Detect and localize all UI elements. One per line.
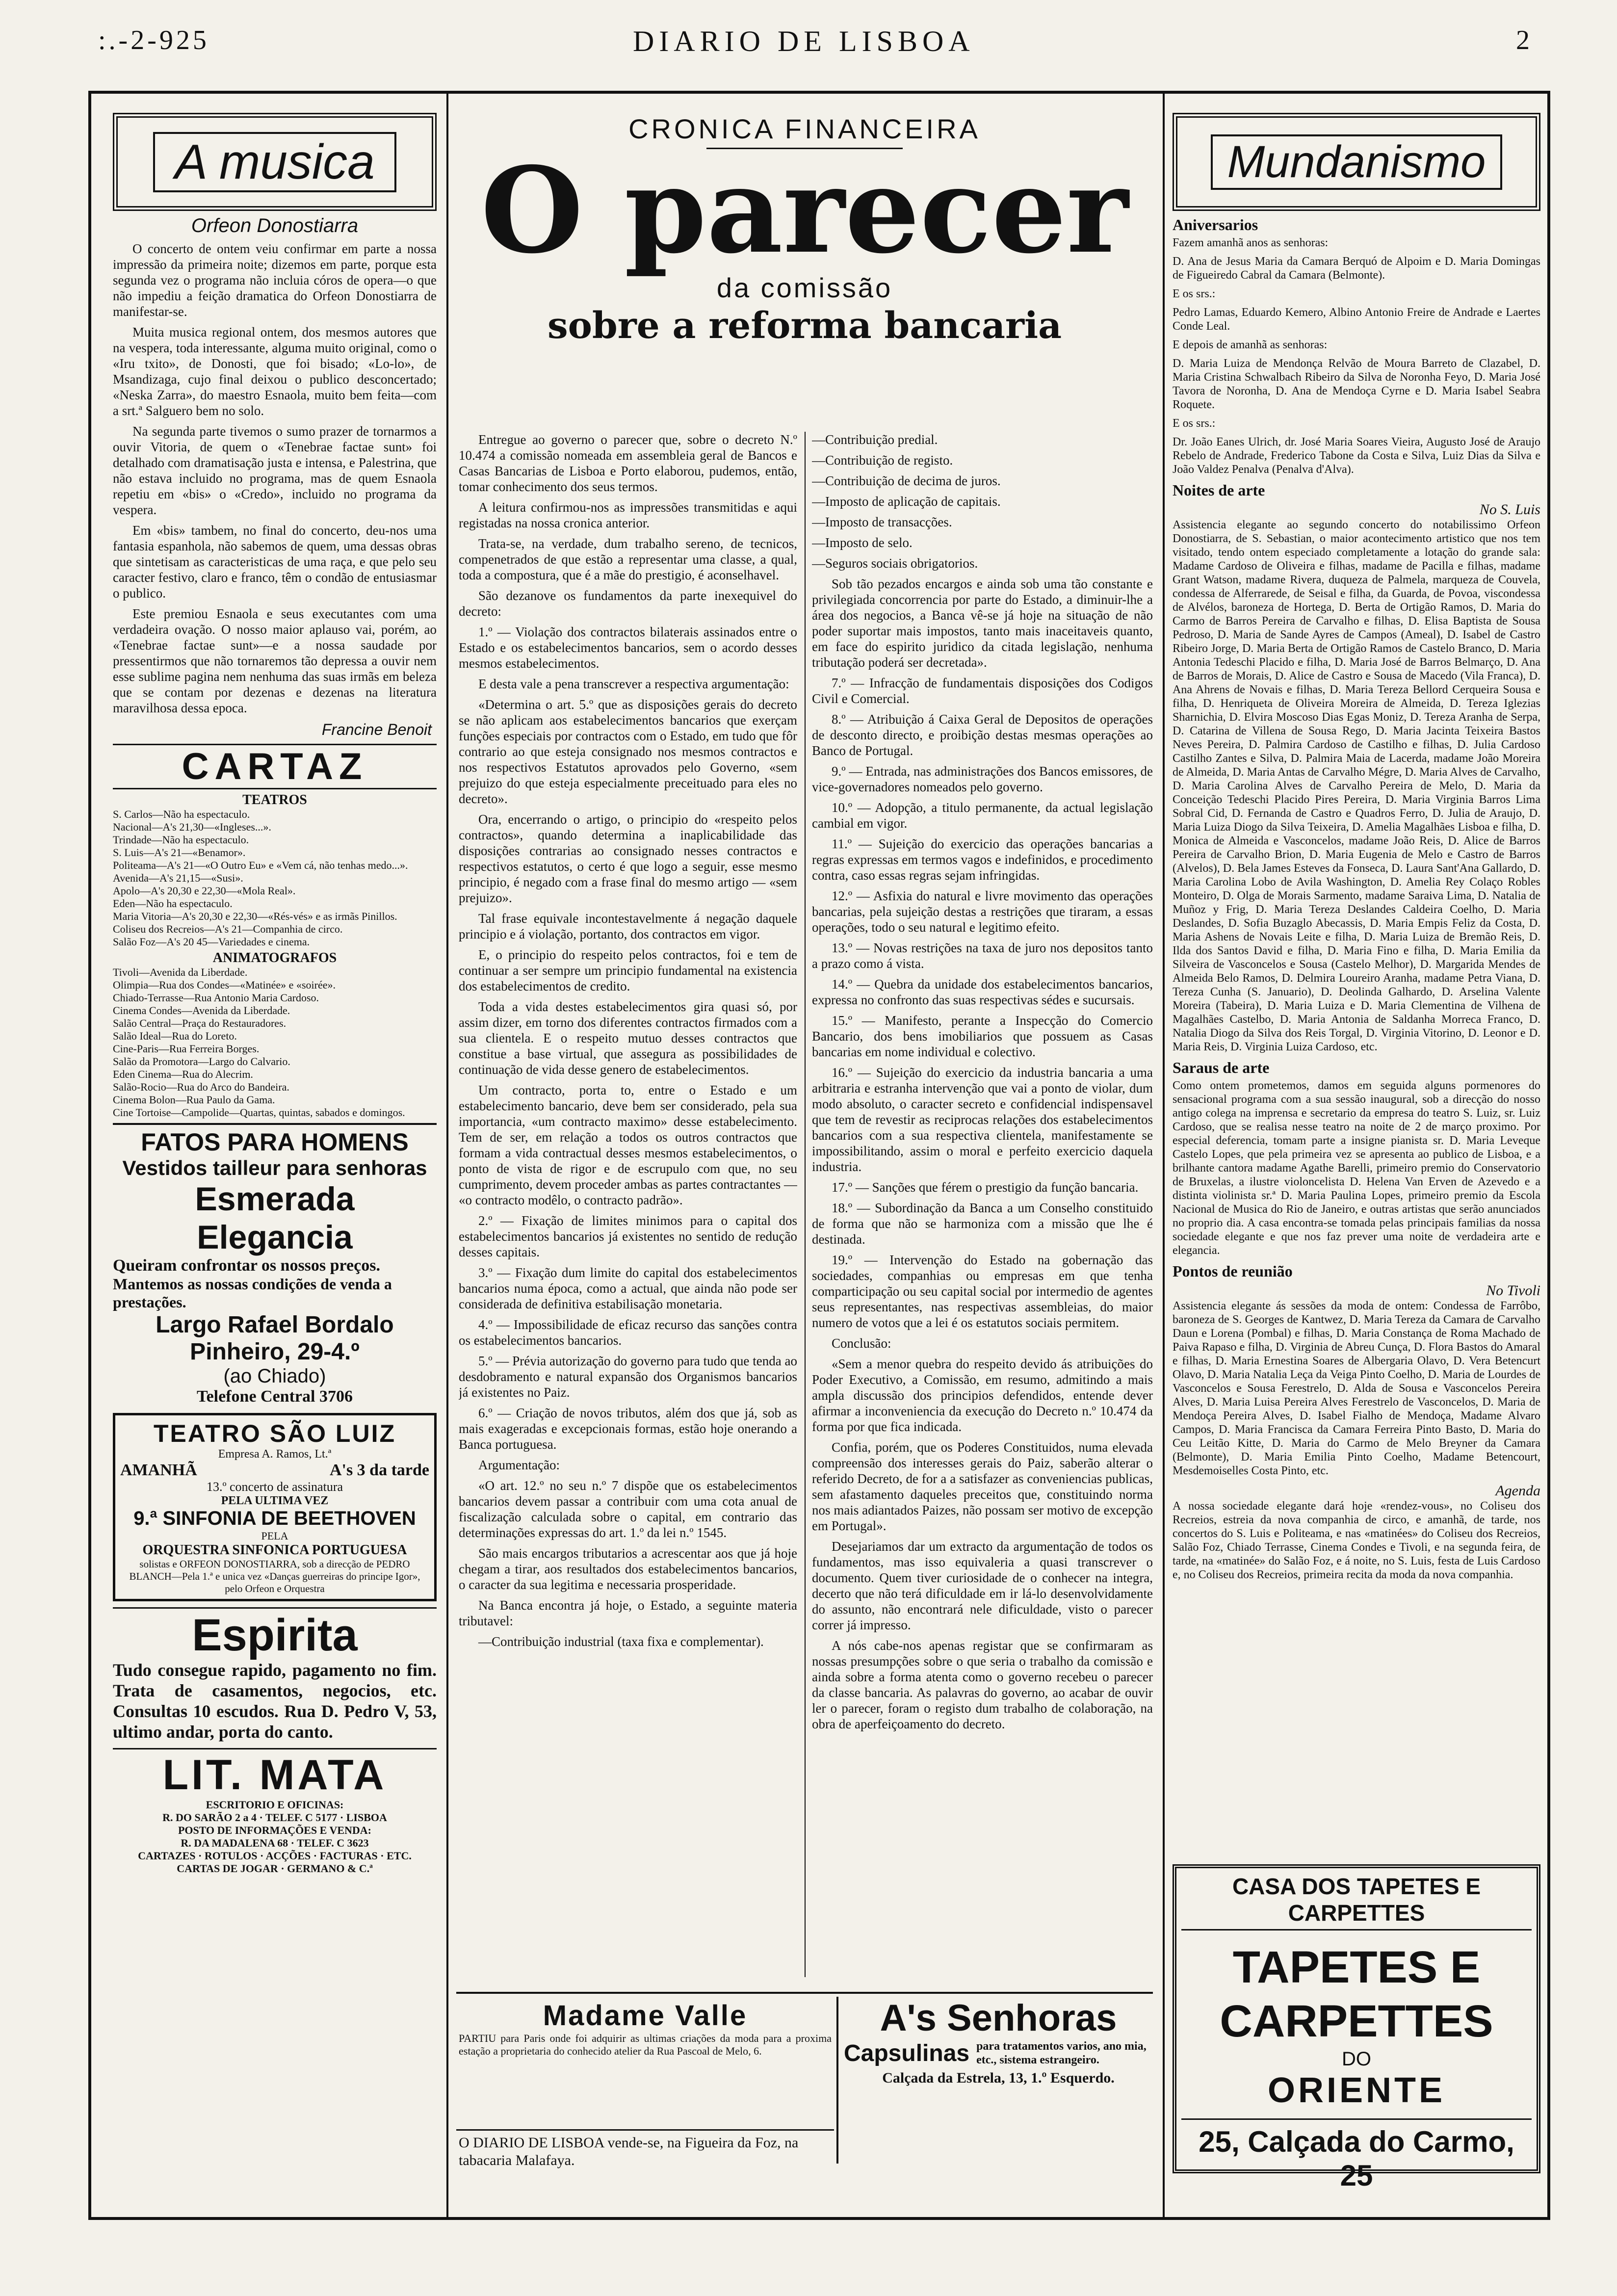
cronica-paragraph: —Contribuição de registo. [812, 453, 953, 468]
ad-madame-title: Madame Valle [543, 2000, 748, 2032]
cronica-subhead: da comissão [716, 272, 893, 303]
cronica-paragraph: 3.º — Fixação dum limite do capital dos estabelecimentos bancarios numa época, como a actual, que ainda não pode ser considerada de definitiva estabilisação monetaria. [459, 1265, 797, 1311]
list-item: Coliseu dos Recreios—A's 21—Companhia de circo. [113, 923, 343, 935]
cronica-paragraph: Confia, porém, que os Poderes Constituidos, numa elevada compreensão dos interesses gerais do Paiz, saberão alterar o referido Decreto, de for a a satisfazer as conveniencias publicas, sem afastamento daqueles preceitos que, constituindo norma nos mais adiantados Paizes, não possam ser motivo de excepção em Portugal». [812, 1440, 1153, 1533]
cronica-paragraph: «Sem a menor quebra do respeito devido ás atribuições do Poder Executivo, a Comissão, em resumo, admitindo a mais ampla discussão dos principios defendidos, entende dever afirmar a inconveniencia da execução do Decreto n.º 10.474 da forma por que fica indicada. [812, 1357, 1153, 1434]
ad-senhoras-title: A's Senhoras [880, 1997, 1117, 2039]
issue-date: :.-2-925 [98, 25, 209, 55]
musica-paragraph: Na segunda parte tivemos o sumo prazer de tornarmos a ouvir Vitoria, de quem o «Tenebrae factae sunt» foi detalhado com dramatisação justa e intensa, e Palestrina, que não estava incluido no programa, mas de quem Esnaola repetiu em «bis» o «Credo», incluido no programa da vespera. [113, 424, 437, 517]
musica-signature: Francine Benoit [321, 721, 432, 738]
cronica-paragraph: 2.º — Fixação de limites minimos para o capital dos estabelecimentos bancarios já existentes no sentido de redução desses capitais. [459, 1213, 797, 1259]
ad-litmata-title: LIT. MATA [162, 1751, 387, 1799]
cronica-paragraph: Argumentação: [478, 1458, 560, 1472]
ad-fatos-line: Mantemos as nossas condições de venda a prestações. [113, 1275, 392, 1311]
list-item: Trindade—Não ha espectaculo. [113, 834, 249, 846]
cronica-paragraph: 16.º — Sujeição do exercicio da industria bancaria a uma arbitraria e estranha intervenção que vai a ponto de violar, dum modo absoluto, o caracter secreto e confidencial indispensavel que tem de revestir as reciprocas relações dos estabelecimentos bancarios com a sua respectiva clientela, manifestamente se impossibilitando, assim o moral e perfeito exercicio daquela industria. [812, 1065, 1153, 1174]
ad-senhoras-brand: Capsulinas [844, 2040, 970, 2066]
cronica-paragraph: Conclusão: [832, 1336, 891, 1351]
aniversarios-line: D. Maria Luiza de Mendonça Relvão de Moura Barreto de Clazabel, D. Maria Cristina Schwalbach Ribeiro da Silva de Noronha Feyo, D. Maria José Tavora de Noronha, D. Ana de Mendoça Cyrne e D. Maria Isabel Seabra Roquete. [1173, 357, 1540, 411]
aniversarios-line: E depois de amanhã as senhoras: [1173, 339, 1328, 351]
ad-litmata-line: R. DO SARÃO 2 a 4 · TELEF. C 5177 · LISBOA [162, 1811, 387, 1824]
agenda-text: A nossa sociedade elegante dará hoje «rendez-vous», no Coliseu dos Recreios, estreia da nova companhia de circo, e amanhã, de tarde, nos concertos do S. Luis e Politeama, e nas «matinées» do Coliseu dos Recreios, Salão Foz, Chiado Terrasse, Cinema Condes e Tivoli, e na segunda feira, de tarde, na «matinée» do Salão Foz, e á noite, no S. Luis, festa de Luis Cardoso e, no Coliseu dos Recreios, primeira recita da moda da nova companhia. [1173, 1500, 1540, 1581]
cronica-text [812, 432, 1153, 1732]
aniversarios-line: E os srs.: [1173, 287, 1216, 300]
ad-litmata-line: ESCRITORIO E OFICINAS: [206, 1799, 344, 1811]
ad-litmata-line: R. DA MADALENA 68 · TELEF. C 3623 [181, 1837, 369, 1849]
page-number: 2 [1516, 25, 1533, 55]
cronica-column-1 [459, 432, 797, 1982]
cronica-paragraph: Entregue ao governo o parecer que, sobre o decreto N.º 10.474 a comissão nomeada em assembleia geral de Bancos e Casas Bancarias de Lisboa e Porto elaborou, pudemos, então, tomar conhecimento dos seus termos. [459, 432, 797, 494]
ad-fatos [113, 1123, 437, 1406]
cronica-paragraph: Ora, encerrando o artigo, o principio do «respeito pelos contractos», quando determina a inaplicabilidade das disposições contrarias ao consignado nesses contractos e respectivos estatutos, o certo é que logo a seguir, esse mesmo principio, é negado com a frase final do mesmo artigo — «sem prejuizo». [459, 812, 797, 905]
cronica-paragraph: 14.º — Quebra da unidade dos estabelecimentos bancarios, expressa no confronto das suas respectivas sédes e sucursais. [812, 977, 1153, 1007]
ad-espirita-title: Espirita [192, 1610, 358, 1660]
cronica-deck: sobre a reforma bancaria [547, 305, 1062, 347]
cronica-paragraph: 9.º — Entrada, nas administrações dos Bancos emissores, de vice-governadores nomeados pelo governo. [812, 764, 1153, 794]
cronica-paragraph: Na Banca encontra já hoje, o Estado, a seguinte materia tributavel: [459, 1598, 797, 1628]
ad-fatos-line: Telefone Central 3706 [197, 1387, 353, 1406]
ad-litmata-line: CARTAS DE JOGAR · GERMANO & C.ª [177, 1862, 373, 1875]
aniversarios-text [1173, 236, 1540, 476]
cronica-paragraph: Trata-se, na verdade, dum trabalho sereno, de tecnicos, compenetrados de que estão a representar uma classe, a qual, toda a compostura, que é a mãe do prestigio, é aconselhavel. [459, 536, 797, 582]
animatografos-heading: ANIMATOGRAFOS [212, 950, 337, 965]
cronica-paragraph: A leitura confirmou-nos as impressões transmitidas e aqui registadas na nossa cronica anterior. [459, 500, 797, 530]
cronica-paragraph: —Imposto de selo. [812, 535, 913, 550]
column-rule [805, 432, 806, 1977]
ad-teatro-amanha: AMANHÃ [120, 1461, 197, 1479]
cronica-column-2 [812, 432, 1153, 1982]
musica-paragraph: Muita musica regional ontem, dos mesmos autores que na vespera, toda interessante, alguma muito original, como o «Iru txito», de Donosti, que foi bisado; «Lo-lo», de Msandizaga, cujo final deixou o publico desconcertado; «Neska Zarra», do maestro Esnaola, muito bem feita—com a srt.ª Salguero bem no solo. [113, 325, 437, 418]
cronica-paragraph: —Imposto de transacções. [812, 515, 952, 529]
list-item: Chiado-Terrasse—Rua Antonio Maria Cardoso. [113, 991, 319, 1004]
ad-teatro-pela: PELA [261, 1530, 288, 1542]
musica-title: A musica [153, 132, 396, 192]
saraus-text: Como ontem prometemos, damos em seguida alguns pormenores do sensacional programa com a sua sessão inaugural, sob a direcção do nosso antigo colega na imprensa e secretario da empresa do teatro S. Luiz, sr. Luiz Cardoso, que se realisa nesse teatro na noite de 2 de março proximo. Por especial deferencia, tomam parte a insigne pianista sr. D. Maria Leveque Castelo Lopes, que pela primeira vez se apresenta ao publico de Lisboa, e a brilhante cantora madame Agathe Barelli, primeiro premio do Conservatorio de Bruxelas, a ilustre violoncelista D. Helena Van Erven de Azevedo e a distinta violinista sr.ª D. Maria Paulina Lopes, primeiro premio da Escola Nacional de Musica do Rio de Janeiro, e outras artistas que serão anunciados no proprio dia. A casa encontra-se tomada pelas principais familias da nossa sociedade elegante e que nos faz prever uma noite de verdadeira arte e elegancia. [1173, 1079, 1540, 1257]
list-item: Cine-Paris—Rua Ferreira Borges. [113, 1043, 260, 1055]
list-item: Salão Central—Praça do Restauradores. [113, 1017, 287, 1029]
noites-place: No S. Luis [1479, 501, 1540, 518]
list-item: Maria Vitoria—A's 20,30 e 22,30—«Rés-vés» e as irmãs Pinillos. [113, 910, 397, 922]
ad-teatro-hora: A's 3 da tarde [329, 1461, 429, 1479]
column-rule [1163, 93, 1165, 2218]
right-column [1173, 113, 1540, 1854]
cronica-paragraph: 5.º — Prévia autorização do governo para tudo que tenda ao desdobramento e natural expansão dos Organismos bancarios já existentes no Paiz. [459, 1354, 797, 1400]
ad-tapetes-line: TAPETES E CARPETTES [1220, 1942, 1493, 2046]
list-item: Eden—Não ha espectaculo. [113, 897, 233, 910]
cronica-paragraph: São mais encargos tributarios a acrescentar aos que já hoje chegam a tirar, aos resultados dos estabelecimentos bancarios, o caracter da sua legitima e necessaria prosperidade. [459, 1546, 797, 1592]
list-item: Salão-Rocio—Rua do Arco do Bandeira. [113, 1081, 289, 1093]
pontos-place: No Tivoli [1486, 1282, 1540, 1299]
notice-rule [456, 2129, 834, 2131]
ad-litmata-line: CARTAZES · ROTULOS · ACÇÕES · FACTURAS · ETC. [138, 1850, 412, 1862]
ad-tapetes-line: DO [1342, 2048, 1371, 2070]
ad-fatos-line: (ao Chiado) [223, 1365, 326, 1387]
ad-divider [836, 1997, 838, 2164]
mundanismo-title: Mundanismo [1211, 134, 1503, 190]
list-item: Salão Foz—A's 20 45—Variedades e cinema. [113, 936, 310, 948]
aniversarios-heading: Aniversarios [1173, 216, 1258, 234]
cronica-paragraph: 8.º — Atribuição á Caixa Geral de Depositos de operações de desconto directo, e proibição destas mesmas operações ao Banco de Portugal. [812, 712, 1153, 758]
ad-teatro-solistas: solistas e ORFEON DONOSTIARRA, sob a direcção de PEDRO BLANCH—Pela 1.ª e unica vez «Danças guerreiras do principe Igor», pelo Orfeon e Orquestra [129, 1558, 420, 1594]
musica-subtitle: Orfeon Donostiarra [191, 215, 359, 236]
cronica-paragraph: Sob tão pezados encargos e ainda sob uma tão constante e privilegiada concorrencia por parte do Estado, a diminuir-lhe a área dos negocios, a Banca vê-se já hoje na situação de não poder suportar mais impostos, tanto mais inaceitaveis quanto, em face do espirito juridico da citada legislação, nenhuma tributação poderá ser decretada». [812, 576, 1153, 670]
cronica-paragraph: 17.º — Sanções que férem o prestigio da função bancaria. [832, 1180, 1139, 1195]
cronica-paragraph: São dezanove os fundamentos da parte inexequivel do decreto: [459, 588, 797, 619]
cronica-paragraph: A nós cabe-nos apenas registar que se confirmaram as nossas presumpções sobre o que seria o trabalho da comissão e ainda sobre a forma atenta como o governo recebeu o parecer da classe bancaria. As palavras do governo, ao acabar de ouvir ler o parecer, foram o registo dum trabalho de colaboração, na obra de aperfeiçoamento do decreto. [812, 1638, 1153, 1731]
mundanismo-title-box [1173, 113, 1540, 211]
list-item: Salão Ideal—Rua do Loreto. [113, 1030, 237, 1042]
ad-teatro-concerto: 13.º concerto de assinatura [206, 1480, 343, 1494]
cronica-kicker: CRONICA FINANCEIRA [628, 113, 981, 144]
pontos-text: Assistencia elegante ás sessões da moda de ontem: Condessa de Farrôbo, baroneza de S. Georges de Kantwez, D. Maria Tereza da Camara de Carvalho Daun e Lorena (Pombal) e filhas, D. Maria Constança de Roma Machado de Paiva Rapaso e filha, D. Virginia de Abreu Cunça, D. Flora Bastos do Amaral e filhas, D. Maria Ernestina Soares de Albergaria Olavo, D. Vera Betencurt Olavo, D. Maria Natalia Leça da Veiga Pinto Coelho, D. Maria de Lourdes de Vasconcelos e Sousa Ferestrelo, D. Alda de Sousa e Vasconcelos Pereira Alves, D. Maria Luisa Pereira Alves Ferestrelo de Vasconcelos, D. Maria de Mendoça Pereira Alves, D. Isabel Fialho de Mendoça, Madame Alvaro Campos, D. Maria Francisca da Camara Ferreira Pinto Basto, D. Maria do Ceu Leitão Kitte, D. Maria do Carmo de Melo Breyner da Camara (Belmonte), D. Maria Emilia Pinto Coelho, Madame Betencourt, Mesdemoiselles Costa Pinto, etc. [1173, 1300, 1540, 1477]
musica-paragraph: Em «bis» tambem, no final do concerto, deu-nos uma fantasia espanhola, não sabemos de quem, uma dessas obras que sintetisam as caracteristicas de uma raça, e que pelo seu caracter festivo, claro e franco, têm o condão de entusiasmar o publico. [113, 523, 437, 600]
ad-fatos-line: Queiram confrontar os nossos preços. [113, 1256, 380, 1275]
musica-paragraph: O concerto de ontem veiu confirmar em parte a nossa impressão da primeira noite; dizemos em parte, porque esta segunda vez o programa não incluia córos de opera—o que não impediu a feição dramatica do Orfeon Donostiarra de manifestar-se. [113, 241, 437, 319]
cartaz-title: CARTAZ [113, 744, 437, 789]
cronica-paragraph: —Contribuição predial. [812, 432, 938, 447]
cronica-headline-block [456, 113, 1153, 427]
aniversarios-line: E os srs.: [1173, 417, 1216, 430]
list-item: Eden Cinema—Rua do Alecrim. [113, 1068, 253, 1080]
cronica-paragraph: «O art. 12.º no seu n.º 7 dispõe que os estabelecimentos bancarios devem passar a contribuir com uma cota anual de fiscalização calculada sobre o capital, em contrario das determinações expressas do art. 1.º da lei n.º 1545. [459, 1478, 797, 1540]
teatros-heading: TEATROS [242, 792, 307, 808]
ad-litmata [113, 1748, 437, 1875]
ad-teatro-title: TEATRO SÃO LUIZ [153, 1420, 396, 1447]
list-item: Avenida—A's 21,15—«Susi». [113, 872, 243, 884]
ad-teatro [113, 1413, 437, 1601]
musica-title-box [113, 113, 437, 211]
ad-teatro-orquestra: ORQUESTRA SINFONICA PORTUGUESA [142, 1542, 407, 1558]
aniversarios-line: Fazem amanhã anos as senhoras: [1173, 236, 1329, 249]
agenda-heading: Agenda [1495, 1483, 1540, 1499]
ad-teatro-sinfonia: 9.ª SINFONIA DE BEETHOVEN [133, 1508, 416, 1529]
list-item: Politeama—A's 21—«O Outro Eu» e «Vem cá, não tenhas medo...». [113, 859, 408, 871]
cronica-paragraph: Desejariamos dar um extracto da argumentação de todos os fundamentos, mas isso equivaleria a quasi transcrever o documento. Quem tiver curiosidade de o conhecer na integra, decerto que não terá dificuldade em ir lá-lo desenvolvidamente do assunto, não encontrará nele dificuldade, visto o parecer correr já impresso. [812, 1539, 1153, 1632]
cronica-paragraph: 4.º — Impossibilidade de eficaz recurso das sanções contra os estabelecimentos bancarios. [459, 1317, 797, 1348]
pontos-text-block [1173, 1299, 1540, 1478]
list-item: Cinema Bolon—Rua Paulo da Gama. [113, 1094, 275, 1106]
noites-heading: Noites de arte [1173, 481, 1265, 499]
ad-fatos-line: FATOS PARA HOMENS [141, 1128, 409, 1156]
cronica-paragraph: E, o principio do respeito pelos contractos, foi e tem de continuar a ser sempre um principio fundamental na existencia dos estabelecimentos de credito. [459, 947, 797, 993]
ad-senhoras-address: Calçada da Estrela, 13, 1.º Esquerdo. [882, 2070, 1115, 2086]
ad-teatro-empresa: Empresa A. Ramos, Lt.ª [218, 1448, 332, 1461]
middle-ads-rule [456, 1992, 1153, 1994]
musica-article [113, 241, 437, 716]
cronica-paragraph: 7.º — Infracção de fundamentais disposições dos Codigos Civil e Comercial. [812, 676, 1153, 706]
ad-teatro-ultima: PELA ULTIMA VEZ [221, 1494, 329, 1507]
ad-teatro-when [120, 1461, 429, 1480]
agenda-text-block [1173, 1499, 1540, 1582]
ad-espirita-text: Tudo consegue rapido, pagamento no fim. Trata de casamentos, negocios, etc. Consultas 10 escudos. Rua D. Pedro V, 53, ultimo andar, porta do canto. [113, 1660, 437, 1742]
ad-senhoras-text: para tratamentos varios, ano mia, etc., sistema estrangeiro. [976, 2040, 1147, 2066]
cronica-paragraph: 12.º — Asfixia do natural e livre movimento das operações bancarias, pela sujeição destas a restrições que tiraram, a essas operações, todo o seu natural e legitimo efeito. [812, 888, 1153, 935]
cronica-paragraph: —Contribuição industrial (taxa fixa e complementar). [478, 1634, 764, 1649]
cronica-paragraph: Tal frase equivale incontestavelmente á negação daquele principio e á violação, portanto, dos contractos em vigor. [459, 911, 797, 941]
cronica-paragraph: —Contribuição de decima de juros. [812, 473, 1001, 488]
list-item: S. Carlos—Não ha espectaculo. [113, 808, 250, 820]
list-item: S. Luis—A's 21—«Benamor». [113, 846, 246, 859]
list-item: Olimpia—Rua dos Condes—«Matinée» e «soirée». [113, 979, 336, 991]
pontos-heading: Pontos de reunião [1173, 1262, 1293, 1280]
cronica-paragraph: 6.º — Criação de novos tributos, além dos que já, sob as mais exageradas e excepcionais formas, estão hoje onerando a Banca portuguesa. [459, 1406, 797, 1452]
ad-fatos-line: Esmerada Elegancia [195, 1180, 355, 1256]
saraus-text-block [1173, 1079, 1540, 1257]
list-item: Cine Tortoise—Campolide—Quartas, quintas, sabados e domingos. [113, 1106, 405, 1119]
ad-senhoras [844, 1997, 1153, 2164]
list-item: Cinema Condes—Avenida da Liberdade. [113, 1004, 290, 1017]
ad-madame [459, 1999, 832, 2132]
musica-paragraph: Este premiou Esnaola e seus executantes com uma verdadeira ovação. O nosso maior aplauso vai, porém, ao «Tenebrae factae sunt»—e a nossa saudade por pressentirmos que não tornaremos tão depressa a ouvir nem esse sublime pagina nem nenhuma das suas irmãs em beleza que se contam por dezenas e dezenas na literatura maravilhosa dessa epoca. [113, 606, 437, 715]
aniversarios-line: Dr. João Eanes Ulrich, dr. José Maria Soares Vieira, Augusto José de Araujo Rebelo de Andrade, Frederico Tabone da Costa e Silva, Luiz Dias da Silva e João Valdez Penalva (Penalva d'Alva). [1173, 436, 1540, 476]
noites-text-block [1173, 518, 1540, 1054]
cronica-paragraph: E desta vale a pena transcrever a respectiva argumentação: [478, 677, 789, 691]
list-item: Apolo—A's 20,30 e 22,30—«Mola Real». [113, 885, 296, 897]
ad-tapetes-line: 25, Calçada do Carmo, 25 [1181, 2118, 1532, 2192]
cronica-paragraph: Um contracto, porta to, entre o Estado e um estabelecimento bancario, deve bem ser considerado, pela sua importancia, «um contracto maximo» desse estabelecimento. Tem de ser, em relação a todos os outros contractos que formam a vida contractual desses mesmos estabelecimentos, o ponto de vista de rigor e de escrupulo com que, no seu cumprimento, devem proceder ambas as partes contractantes — «o contracto modêlo, o contracto padrão». [459, 1083, 797, 1207]
cronica-headline: O parecer [480, 141, 1129, 280]
cronica-text [459, 432, 797, 1649]
cronica-paragraph: 13.º — Novas restrições na taxa de juro nos depositos tanto a prazo como á vista. [812, 940, 1153, 971]
noites-text: Assistencia elegante ao segundo concerto do notabilissimo Orfeon Donostiarra, de S. Sebastian, o maior acontecimento artistico que nos tem visitado, tendo ontem especiado completamente a lotação do grande sala: Madame Cardoso de Oliveira e filhas, madame de Pacilla e filhas, madame Grant Watson, madame Rivera, duqueza de Palmela, marqueza de Couvela, condessa de Alferrarede, de Seisal e filha, da Guarda, de Povoa, viscondessa de Alvélos, baroneza de Hortega, D. Berta de Ortigão Ramos, D. Maria do Carmo de Barros Pereira de Carvalho e filhas, D. Elisa Baptista de Sousa Pedroso, D. Maria de Sande Ayres de Campos (Ameal), D. Isabel de Castro Ribeiro Jorge, D. Maria Berta de Ortigão Ramos de Castelo Branco, D. Maria Antonia Tedeschi Placido e filha, D. Maria José de Barros Belmarço, D. Ana de Barros de Morais, D. Alice de Castro e Sousa de Macedo (Vila Franca), D. Ana Ahrens de Novais e filhas, D. Maria Tereza Bellord Cerqueira Sousa e filha, D. Henriqueta de Oliveira Moreira de Almeida, D. Tereza Iglezias Sharnichia, D. Elvira Moscoso Dias Egas Moniz, D. Tereza Aranha de Serpa, D. Catarina de Villena de Sousa Rego, D. Maria Jacinta Teixeira Bastos Neves Pereira, D. Palmira Cardoso de Castilho e filhas, D. Julia Cardoso Castilho Zantes e Silva, D. Palmira Maia de Lacerda, madame João Moreira de Almeida, D. Maria Antas de Carvalho Mégre, D. Maria Alves de Carvalho, D. Maria Carolina Alves de Carvalho Pereira de Melo, D. Maria da Conceição Tedeschi Placido Pires Pereira, D. Maria Virginia Barros Lima Sobral Cid, D. Fernanda de Castro e Quadros Ferro, D. Julia de Araujo, D. Maria Luiza Diogo da Silva Teixeira, D. Amelia Magalhães Lisboa e filha, D. Monica de Almeida e Vasconcelos, madame João Reis, D. Alice de Barros Pereira de Carvalho Brion, D. Maria Eugenia de Melo e Castro de Barros (Alvelos), D. Bela James Esteves da Fonseca, D. Laura Sant'Ana Gallardo, D. Maria Carolina Lobo de Avila Washington, D. Amelia Rey Colaço Robles Monteiro, D. Olga de Morais Sarmento, madame Saraiva Lima, D. Natalia de Muñoz y Frig, D. Maria Tereza Deslandes Caldeira Coelho, D. Maria Deslandes, D. Sofia Buzaglo Abecassis, D. Maria Empis Feliz da Costa, D. Maria Ashens de Novais Leite e filha, D. Maria Luiza de Bremão Reis, D. Ilda dos Santos David e filha, D. Maria Fino e filha, D. Maria Emilia da Silveira de Vasconcelos e Sousa (Castelo Melhor), D. Margarida Mendes de Almeida Belo Ramos, D. Delmira Loureiro Aranha, madame Petra Viana, D. Tereza Cunha (S. Januario), D. Deolinda Galhardo, D. Arselina Valente Moreira (Tabeira), D. Maria Luiza e D. Maria Clementina de Vilhena de Magalhães Castelbo, D. Maria Antonia de Saldanha Morreca Franco, D. Natalia Diogo da Silva dos Reis Torgal, D. Virginia Vitorino, D. Leonor e D. Maria Reis, D. Virginia Luiza Cardoso, etc. [1173, 519, 1540, 1053]
ad-tapetes-line: CASA DOS TAPETES E CARPETTES [1181, 1873, 1532, 1931]
column-rule [446, 93, 448, 2218]
notice-text: O DIARIO DE LISBOA vende-se, na Figueira da Foz, na tabacaria Malafaya. [459, 2135, 799, 2168]
paper-name: DIARIO DE LISBOA [633, 25, 975, 57]
ad-madame-text: PARTIU para Paris onde foi adquirir as ultimas criações da moda para a proxima estação a proprietaria do conhecido atelier da Rua Pascoal de Melo, 6. [459, 2032, 832, 2057]
left-column [113, 113, 437, 2203]
cronica-paragraph: —Imposto de aplicação de capitais. [812, 494, 1001, 509]
cronica-paragraph: 11.º — Sujeição do exercicio das operações bancarias a regras expressas em termos vagos e indefinidos, e procedimento contra, caso essas regras sejam infringidas. [812, 836, 1153, 883]
cronica-paragraph: 18.º — Subordinação da Banca a um Conselho constituido de forma que não se harmoniza com a missão que lhe é destinada. [812, 1200, 1153, 1247]
cronica-paragraph: Toda a vida destes estabelecimentos gira quasi só, por assim dizer, em torno dos diferentes contractos firmados com a sua clientela. E o respeito mutuo desses contractos que constitue a base virtual, que assegura as possibilidades de continuação de vida desse genero de estabelecimentos. [459, 999, 797, 1077]
aniversarios-line: D. Ana de Jesus Maria da Camara Berquó de Alpoim e D. Maria Domingas de Figueiredo Cabral da Camara (Belmonte). [1173, 255, 1540, 282]
ad-tapetes-line: ORIENTE [1267, 2071, 1446, 2110]
teatros-list [113, 808, 437, 948]
cronica-paragraph: 15.º — Manifesto, perante a Inspecção do Comercio Bancario, dos bens imobiliarios que possuem as Casas bancarias em nome individual e colectivo. [812, 1013, 1153, 1059]
cronica-paragraph: «Determina o art. 5.º que as disposições gerais do decreto se não aplicam aos estabelecimentos bancarios que exerçam funções especiais por contractos com o Estado, em tudo que fôr contrario ao que esteja consignado nos mesmos contractos e nos respectivos Estatutos aprovados pelo Governo, «sem prejuizo do que esteja especialmente preceituado para eles no decreto». [459, 697, 797, 806]
ad-tapetes [1173, 1864, 1540, 2192]
animatografos-list [113, 966, 437, 1119]
list-item: Salão da Promotora—Largo do Calvario. [113, 1055, 290, 1068]
ad-espirita [113, 1607, 437, 1742]
cronica-paragraph: —Seguros sociais obrigatorios. [812, 556, 978, 571]
ad-fatos-line: Vestidos tailleur para senhoras [122, 1156, 427, 1179]
list-item: Nacional—A's 21,30—«Ingleses...». [113, 821, 271, 833]
ad-senhoras-row [844, 2039, 1153, 2067]
ad-litmata-line: POSTO DE INFORMAÇÕES E VENDA: [178, 1824, 371, 1836]
cronica-paragraph: 1.º — Violação dos contractos bilaterais assinados entre o Estado e os estabelecimentos bancarios, sem o acordo desses mesmos estabelecimentos. [459, 625, 797, 671]
saraus-heading: Saraus de arte [1173, 1059, 1270, 1076]
page-header [0, 25, 1617, 64]
aniversarios-line: Pedro Lamas, Eduardo Kemero, Albino Antonio Freire de Andrade e Laertes Conde Leal. [1173, 306, 1540, 333]
ad-fatos-line: Largo Rafael Bordalo Pinheiro, 29-4.º [156, 1312, 394, 1365]
cronica-paragraph: 19.º — Intervenção do Estado na gobernação das sociedades, companhias ou empresas em que tenha comparticipação ou seu capital social por intermedio de agentes seus representantes, nas respectivas assembleias, do maior numero de votos que a lei é os estatutos sociais permitem. [812, 1252, 1153, 1330]
list-item: Tivoli—Avenida da Liberdade. [113, 966, 248, 978]
cronica-paragraph: 10.º — Adopção, a titulo permanente, da actual legislação cambial em vigor. [812, 800, 1153, 831]
